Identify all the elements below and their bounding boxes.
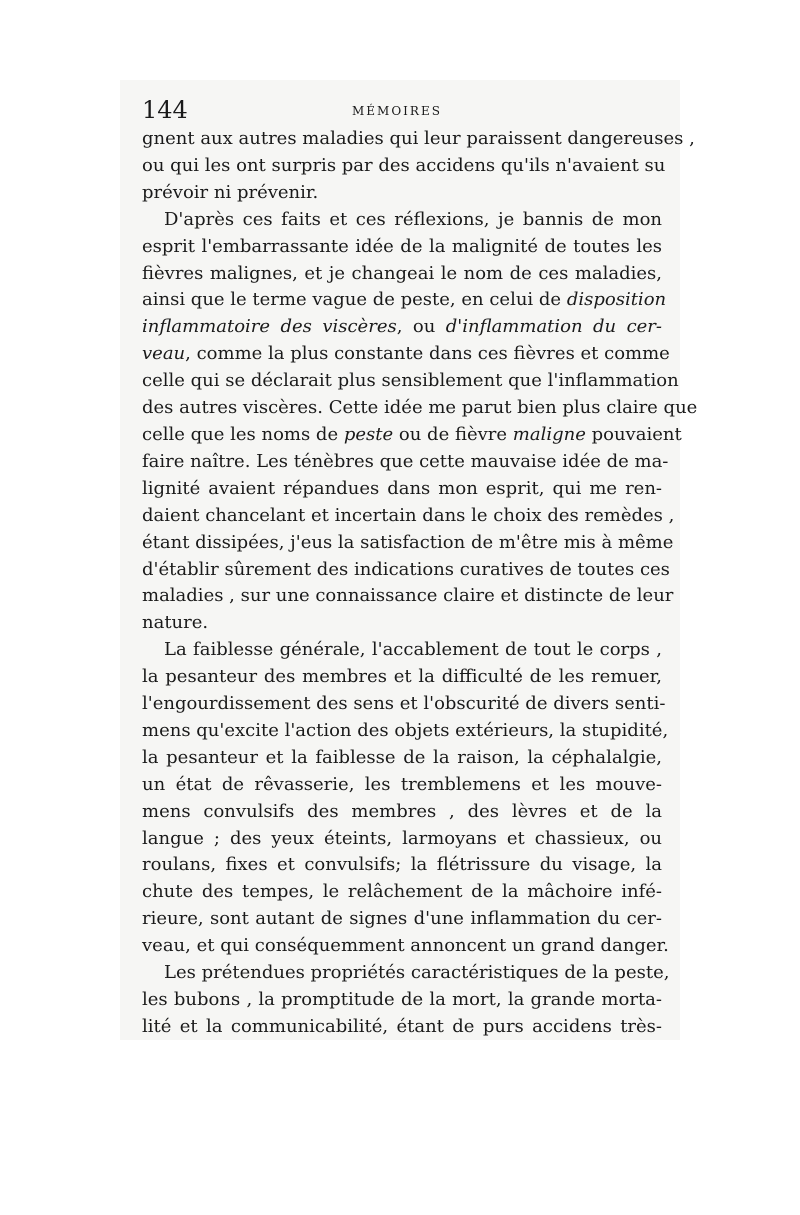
body-text: [142, 126, 698, 1041]
text-line: l'engourdissement des sens et l'obscurité de divers senti-: [142, 693, 666, 715]
text-line: fièvres malignes, et je changeai le nom de ces maladies,: [142, 262, 662, 284]
text-line: mens convulsifs des membres , des lèvres et de la: [142, 800, 662, 822]
text-line: Les prétendues propriétés caractéristiques de la peste,: [164, 962, 670, 984]
text-line: d'établir sûrement des indications curatives de toutes ces: [142, 558, 670, 580]
text-line: prévoir ni prévenir.: [142, 181, 319, 203]
text-line: rieure, sont autant de signes d'une inflammation du cer-: [142, 908, 662, 930]
text-line: mens qu'excite l'action des objets extérieurs, la stupidité,: [142, 719, 669, 741]
text-line: des autres viscères. Cette idée me parut bien plus claire que: [142, 397, 698, 419]
text-line: la pesanteur des membres et la difficulté de les remuer,: [142, 666, 662, 688]
text-segment: , ou: [396, 316, 436, 338]
text-line: D'après ces faits et ces réflexions, je bannis de mon: [164, 208, 662, 230]
italic-term: maligne: [512, 423, 586, 445]
italic-term: peste: [343, 423, 394, 445]
running-title: MÉMOIRES: [352, 104, 442, 118]
text-line: celle qui se déclarait plus sensiblement que l'inflammation: [142, 370, 679, 392]
text-line: veau, et qui conséquemment annoncent un grand danger.: [142, 935, 669, 957]
text-line: ou qui les ont surpris par des accidens qu'ils n'avaient su: [142, 154, 666, 176]
italic-term: veau: [142, 343, 186, 365]
text-line: étant dissipées, j'eus la satisfaction de m'être mis à même: [142, 531, 674, 553]
text-line: un état de rêvasserie, les tremblemens et les mouve-: [142, 773, 662, 795]
text-line: nature.: [142, 612, 209, 634]
text-line: roulans, fixes et convulsifs; la flétrissure du visage, la: [142, 854, 662, 876]
text-line: lignité avaient répandues dans mon esprit, qui me ren-: [142, 477, 662, 499]
text-line: daient chancelant et incertain dans le choix des remèdes ,: [142, 504, 675, 526]
text-segment: ou de fièvre: [398, 423, 508, 445]
text-line: lité et la communicabilité, étant de purs accidens très-: [142, 1015, 662, 1037]
text-line: chute des tempes, le relâchement de la mâchoire infé-: [142, 881, 662, 903]
text-line: gnent aux autres maladies qui leur paraissent dangereuses ,: [142, 128, 695, 149]
running-head: [142, 96, 662, 124]
text-segment: ainsi que le terme vague de peste, en celui de: [142, 289, 562, 311]
text-line: esprit l'embarrassante idée de la malignité de toutes les: [142, 235, 662, 257]
text-line: [142, 422, 682, 449]
text-line: langue ; des yeux éteints, larmoyans et chassieux, ou: [142, 827, 662, 849]
italic-term: disposition: [566, 289, 667, 311]
text-line: La faiblesse générale, l'accablement de tout le corps ,: [164, 639, 662, 661]
page-number: 144: [142, 96, 188, 124]
text-segment: pouvaient: [591, 423, 682, 445]
italic-term: inflammatoire des viscères: [142, 316, 397, 338]
text-line: la pesanteur et la faiblesse de la raison, la céphalalgie,: [142, 746, 662, 768]
text-segment: celle que les noms de: [142, 423, 339, 445]
text-line: [142, 341, 670, 368]
text-line: maladies , sur une connaissance claire et distincte de leur: [142, 585, 674, 607]
text-line: faire naître. Les ténèbres que cette mauvaise idée de ma-: [142, 450, 669, 472]
text-line: [142, 314, 662, 341]
text-segment: , comme la plus constante dans ces fièvres et comme: [185, 343, 670, 365]
italic-term: d'inflammation du cer-: [445, 316, 662, 338]
text-line: les bubons , la promptitude de la mort, la grande morta-: [142, 989, 662, 1010]
text-line: [142, 287, 667, 314]
